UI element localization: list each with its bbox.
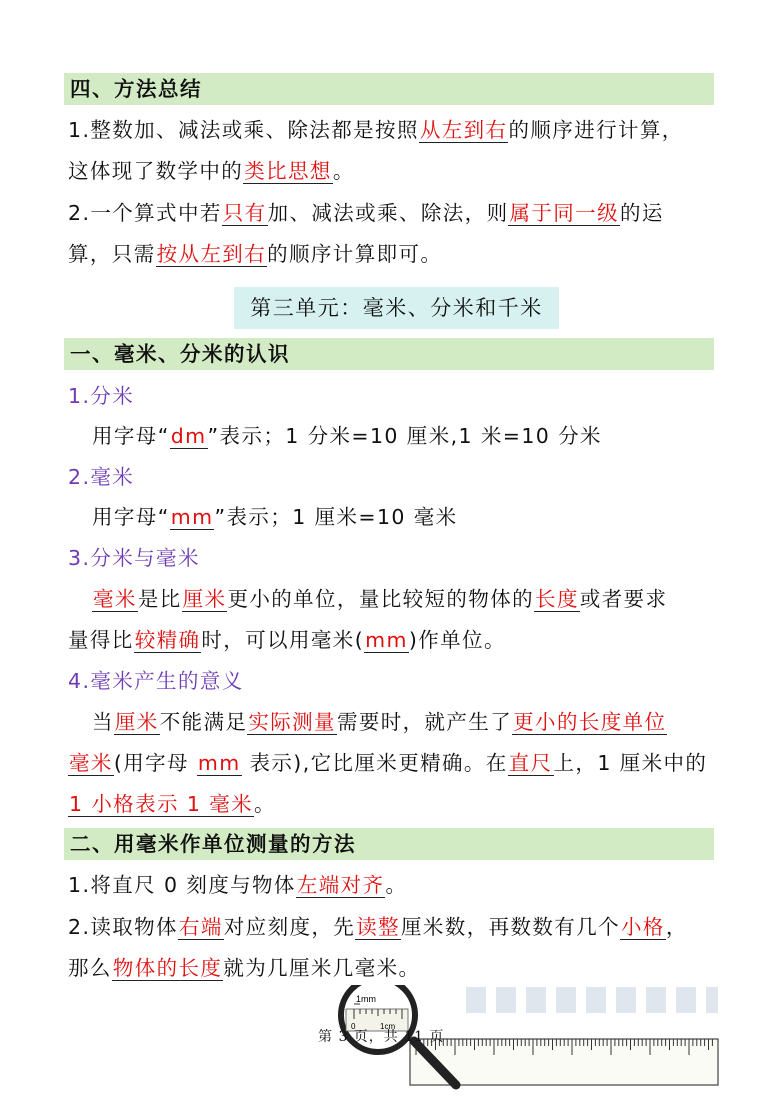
subheading-dm-mm: 3.分米与毫米 xyxy=(68,546,200,570)
paragraph-line xyxy=(68,198,664,228)
section-header-measure-method xyxy=(64,828,714,860)
text: 量得比 xyxy=(68,628,134,652)
text: 2.一个算式中若 xyxy=(68,201,222,225)
text: 。 xyxy=(385,873,408,897)
section-title: 一、毫米、分米的认识 xyxy=(70,342,290,366)
text: 用字母“ xyxy=(92,505,170,529)
highlight: 毫米 xyxy=(93,587,137,611)
paragraph-line xyxy=(92,502,458,532)
highlight: 类比思想 xyxy=(244,159,332,183)
subheading-dm: 1.分米 xyxy=(68,384,135,408)
text: 的顺序进行计算， xyxy=(508,118,684,142)
text: ， xyxy=(665,915,688,939)
highlight: 读整 xyxy=(356,915,400,939)
text: 。 xyxy=(332,159,355,183)
decorative-blocks xyxy=(466,987,718,1013)
paragraph-line xyxy=(68,870,407,900)
text: 2.读取物体 xyxy=(68,915,178,939)
section-title: 四、方法总结 xyxy=(70,77,202,101)
paragraph-line xyxy=(92,421,602,451)
magnifier-label-1mm: 1mm xyxy=(356,994,376,1004)
magnifier-label-1cm: 1cm xyxy=(380,1022,396,1031)
highlight: 从左到右 xyxy=(419,118,508,142)
text: 是比 xyxy=(137,587,182,611)
highlight: 直尺 xyxy=(508,751,553,775)
highlight: 1 小格表示 1 毫米 xyxy=(69,792,254,816)
highlight: 厘米 xyxy=(182,587,227,611)
text: 1.将直尺 0 刻度与物体 xyxy=(68,873,296,897)
highlight: 按从左到右 xyxy=(156,242,267,266)
highlight: 长度 xyxy=(535,587,579,611)
text: 更小的单位，量比较短的物体的 xyxy=(227,587,535,611)
highlight: 属于同一级 xyxy=(509,201,619,225)
text: ”表示；1 分米=10 厘米,1 米=10 分米 xyxy=(207,424,602,448)
paragraph-line xyxy=(68,115,684,145)
text: 算，只需 xyxy=(68,242,156,266)
text: 这体现了数学中的 xyxy=(68,159,244,183)
text: 不能满足 xyxy=(159,710,248,734)
highlight: dm xyxy=(170,424,207,448)
highlight: 实际测量 xyxy=(248,710,336,734)
paragraph-line xyxy=(68,239,442,269)
highlight: 右端 xyxy=(178,915,223,939)
text: 当 xyxy=(92,710,114,734)
text: 需要时，就产生了 xyxy=(336,710,513,734)
text: 就为几厘米几毫米。 xyxy=(223,956,421,980)
paragraph-line xyxy=(68,748,707,778)
text: )作单位。 xyxy=(408,628,506,652)
unit-title-box xyxy=(234,287,559,329)
text: 。 xyxy=(254,792,276,816)
highlight: 小格 xyxy=(621,915,665,939)
text: 厘米数，再数数有几个 xyxy=(401,915,620,939)
highlight: 只有 xyxy=(222,201,267,225)
text: ”表示；1 厘米=10 毫米 xyxy=(214,505,458,529)
text: 1.整数加、减法或乘、除法都是按照 xyxy=(68,118,419,142)
text: 表示),它比厘米更精确。在 xyxy=(241,751,508,775)
paragraph-line xyxy=(68,625,506,655)
text: 加、减法或乘、除法，则 xyxy=(267,201,509,225)
text: 用字母“ xyxy=(92,424,170,448)
highlight: mm xyxy=(365,628,408,652)
text: 的运 xyxy=(619,201,664,225)
text: (用字母 xyxy=(113,751,197,775)
text: 的顺序计算即可。 xyxy=(267,242,443,266)
text: 或者要求 xyxy=(579,587,668,611)
highlight: 左端对齐 xyxy=(296,873,385,897)
subheading-mm-meaning: 4.毫米产生的意义 xyxy=(68,669,244,693)
section-header-mm-dm xyxy=(64,338,714,370)
paragraph-line xyxy=(68,953,420,983)
subheading-mm: 2.毫米 xyxy=(68,465,135,489)
paragraph-line xyxy=(68,912,688,942)
paragraph-line xyxy=(68,156,355,186)
highlight: 厘米 xyxy=(114,710,159,734)
unit-title: 第三单元：毫米、分米和千米 xyxy=(250,296,543,320)
highlight: 毫米 xyxy=(69,751,113,775)
text: 那么 xyxy=(68,956,112,980)
paragraph-line xyxy=(92,707,667,737)
magnifier-label-0: 0 xyxy=(351,1022,356,1031)
page-footer: 第 3 页，共 11 页 xyxy=(318,1029,445,1045)
paragraph-line xyxy=(68,789,276,819)
text: 对应刻度，先 xyxy=(223,915,356,939)
text: 上，1 厘米中的 xyxy=(553,751,708,775)
paragraph-line xyxy=(92,584,667,614)
section-title: 二、用毫米作单位测量的方法 xyxy=(70,832,356,856)
highlight: mm xyxy=(197,751,241,775)
section-header-method-summary xyxy=(64,73,714,105)
highlight: 物体的长度 xyxy=(112,956,223,980)
highlight: mm xyxy=(170,505,214,529)
highlight: 较精确 xyxy=(134,628,201,652)
text: 时，可以用毫米( xyxy=(201,628,365,652)
highlight: 更小的长度单位 xyxy=(513,710,667,734)
